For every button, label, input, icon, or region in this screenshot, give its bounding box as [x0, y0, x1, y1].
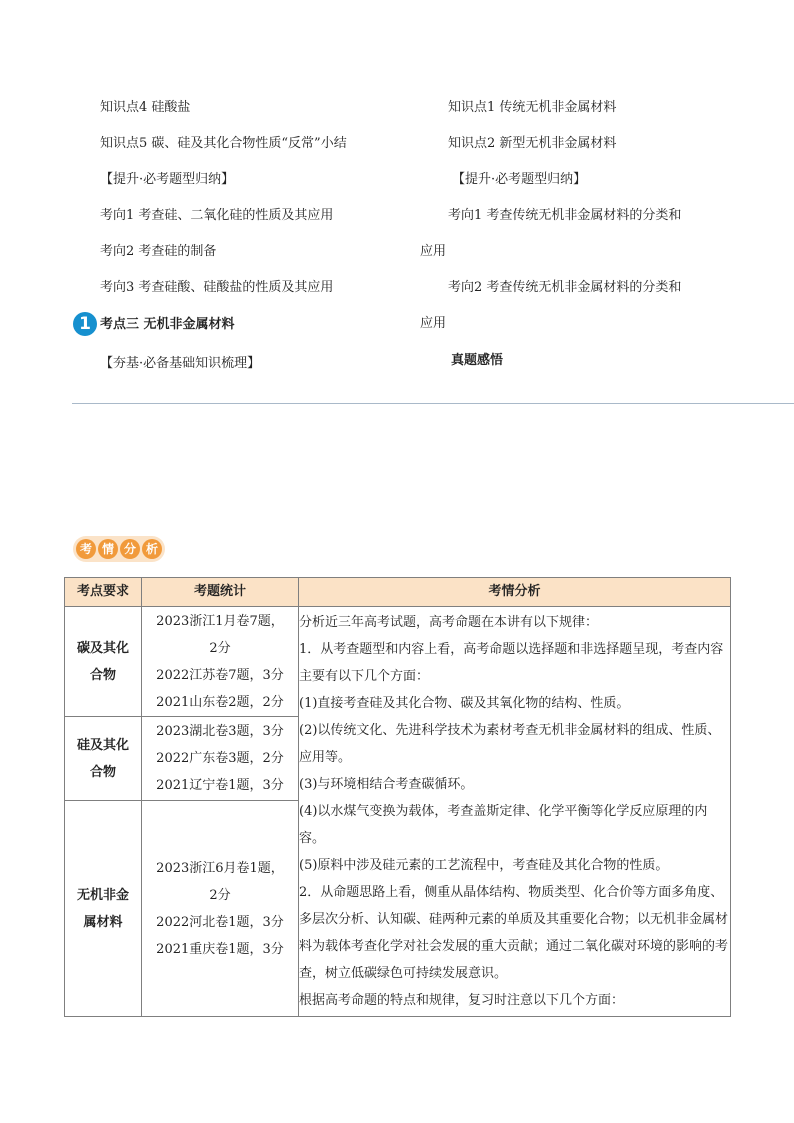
- number-badge: 1: [73, 312, 97, 336]
- stat-line: 2023浙江1月卷7题，: [156, 613, 284, 629]
- toc-item-kaoxiang3: 考向3 考查硅酸、硅酸盐的性质及其应用: [100, 280, 334, 295]
- analysis-paragraph: (4)以水煤气变换为载体，考查盖斯定律、化学平衡等化学反应原理的内容。: [299, 804, 708, 846]
- toc-section-tisheng-right: 【提升·必考题型归纳】: [452, 172, 587, 187]
- toc-item-kaoxiang1: 考向1 考查硅、二氧化硅的性质及其应用: [100, 208, 334, 223]
- statistics-cell: [142, 607, 299, 717]
- banner-char: 分: [120, 539, 140, 559]
- analysis-paragraph: (5)原料中涉及硅元素的工艺流程中，考查硅及其化合物的性质。: [299, 858, 669, 873]
- requirement-text: 无机非金属材料: [76, 887, 129, 930]
- toc-item-kaoxiang1-right-cont: 应用: [420, 244, 447, 259]
- banner-char: 情: [98, 539, 118, 559]
- requirement-text: 硅及其化合物: [76, 737, 129, 780]
- analysis-paragraph: (2)以传统文化、先进科学技术为素材考查无机非金属材料的组成、性质、应用等。: [299, 723, 721, 765]
- toc-item-k4: 知识点4 硅酸盐: [100, 100, 191, 115]
- analysis-paragraph: 分析近三年高考试题，高考命题在本讲有以下规律：: [299, 615, 599, 630]
- toc-item-kaoxiang1-right: 考向1 考查传统无机非金属材料的分类和: [448, 208, 682, 223]
- banner-char: 考: [76, 539, 96, 559]
- stat-line: 2023浙江6月卷1题，: [156, 860, 284, 876]
- toc-item-k5: 知识点5 碳、硅及其化合物性质“反常”小结: [100, 136, 347, 151]
- banner-char: 析: [142, 539, 162, 559]
- stat-line: 2分: [209, 640, 231, 656]
- analysis-paragraph: 1．从考查题型和内容上看，高考命题以选择题和非选择题呈现，考查内容主要有以下几个方面：: [299, 642, 724, 684]
- kaoqing-table: [64, 577, 731, 1017]
- stat-line: 2022河北卷1题，3分: [156, 914, 284, 930]
- toc-heading-zhenti: 真题感悟: [451, 353, 504, 368]
- header-analysis: 考情分析: [299, 578, 731, 607]
- section-divider: [72, 403, 794, 404]
- table-row: [65, 607, 731, 717]
- toc-item-kaoxiang2: 考向2 考查硅的制备: [100, 244, 217, 259]
- statistics-cell: [142, 801, 299, 1017]
- toc-heading-kaodian3: 考点三 无机非金属材料: [100, 317, 235, 332]
- header-statistics: 考题统计: [142, 578, 299, 607]
- requirement-text: 碳及其化合物: [76, 640, 129, 683]
- toc-item-kaoxiang2-right-cont: 应用: [420, 316, 447, 331]
- stat-line: 2021山东卷2题，2分: [156, 694, 284, 710]
- stat-line: 2021重庆卷1题，3分: [156, 941, 284, 957]
- stat-line: 2分: [209, 887, 231, 903]
- analysis-paragraph: (1)直接考查硅及其化合物、碳及其氧化物的结构、性质。: [299, 696, 630, 711]
- stat-line: 2022广东卷3题，2分: [156, 751, 284, 766]
- requirement-cell: [65, 607, 142, 717]
- toc-section-tisheng: 【提升·必考题型归纳】: [100, 172, 235, 187]
- toc-item-k2: 知识点2 新型无机非金属材料: [448, 136, 617, 151]
- statistics-cell: [142, 717, 299, 801]
- toc-section-hangji: 【夯基·必备基础知识梳理】: [100, 356, 261, 371]
- stat-line: 2023湖北卷3题，3分: [156, 724, 284, 739]
- toc-item-k1: 知识点1 传统无机非金属材料: [448, 100, 617, 115]
- table-header-row: [65, 578, 731, 607]
- stat-line: 2022江苏卷7题，3分: [156, 667, 284, 683]
- toc-item-kaoxiang2-right: 考向2 考查传统无机非金属材料的分类和: [448, 280, 682, 295]
- header-requirement: 考点要求: [65, 578, 142, 607]
- analysis-paragraph: 根据高考命题的特点和规律，复习时注意以下几个方面：: [299, 993, 625, 1008]
- stat-line: 2021辽宁卷1题，3分: [156, 778, 284, 793]
- requirement-cell: [65, 801, 142, 1017]
- analysis-paragraph: 2．从命题思路上看，侧重从晶体结构、物质类型、化合价等方面多角度、多层次分析、认知碳、硅两种元素的单质及其重要化合物；以无机非金属材料为载体考查化学对社会发展的重大贡献；通过二氧化碳对环境的影响的考查，树立低碳绿色可持续发展意识。: [299, 885, 729, 981]
- analysis-cell: [299, 607, 731, 1017]
- analysis-paragraph: (3)与环境相结合考查碳循环。: [299, 777, 474, 792]
- requirement-cell: [65, 717, 142, 801]
